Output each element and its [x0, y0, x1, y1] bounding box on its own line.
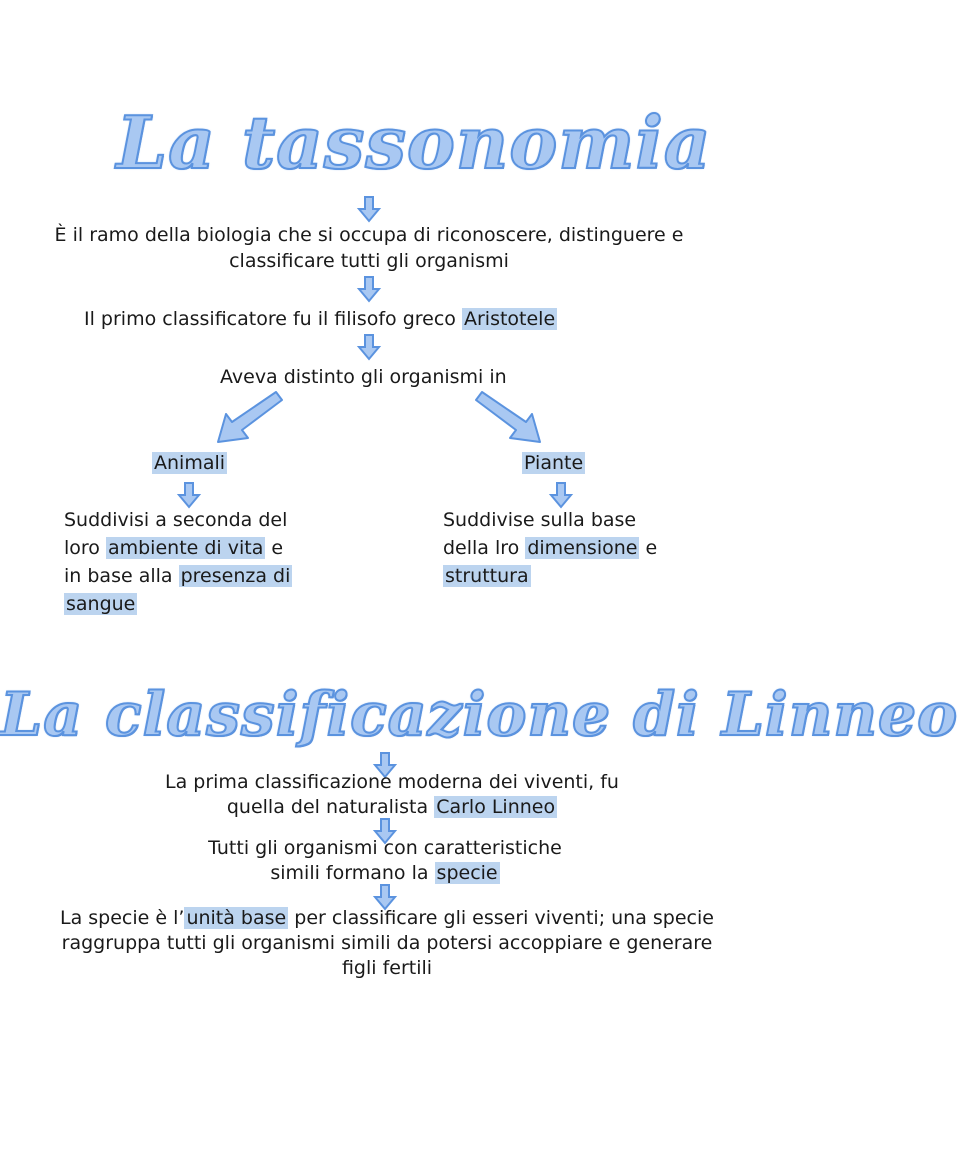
- arrow-down-icon: [550, 482, 572, 508]
- definition-text: È il ramo della biologia che si occupa di riconoscere, distinguere e classificare tutti gli organismi: [54, 224, 684, 272]
- plants-description: Suddivise sulla base della lro dimensione e struttura: [443, 509, 658, 587]
- highlight-specie: specie: [436, 862, 498, 884]
- distinguished-text: Aveva distinto gli organismi in: [220, 366, 507, 388]
- modern-classification-text: La prima classificazione moderna dei viventi, fu quella del naturalista Carlo Linneo: [165, 771, 619, 818]
- first-classifier-text: Il primo classificatore fu il filisofo greco Aristotele: [84, 308, 556, 330]
- arrow-down-right-icon: [474, 390, 546, 446]
- arrow-down-icon: [358, 196, 380, 222]
- section-title: La classificazione di Linneo: [0, 680, 958, 750]
- species-unit-text: La specie è l’ unità base per classificare gli esseri viventi; una specie raggruppa tutti gli organismi simili da potersi accoppiare e generare figli fertili: [60, 907, 714, 979]
- arrow-down-icon: [358, 276, 380, 302]
- highlight-unita-base: unità base: [186, 907, 287, 929]
- species-definition-text: Tutti gli organismi con caratteristiche simili formano la specie: [208, 837, 562, 884]
- arrow-down-icon: [178, 482, 200, 508]
- animals-description: Suddivisi a seconda del loro ambiente di vita e in base alla presenza di sangue: [64, 509, 291, 615]
- plants-label: Piante: [524, 452, 584, 474]
- arrow-down-icon: [358, 334, 380, 360]
- highlight-carlo-linneo: Carlo Linneo: [436, 796, 556, 818]
- highlight-aristotele: Aristotele: [463, 308, 556, 330]
- page-title: La tassonomia: [116, 100, 712, 185]
- arrow-down-left-icon: [212, 390, 284, 446]
- animals-label: Animali: [154, 452, 226, 474]
